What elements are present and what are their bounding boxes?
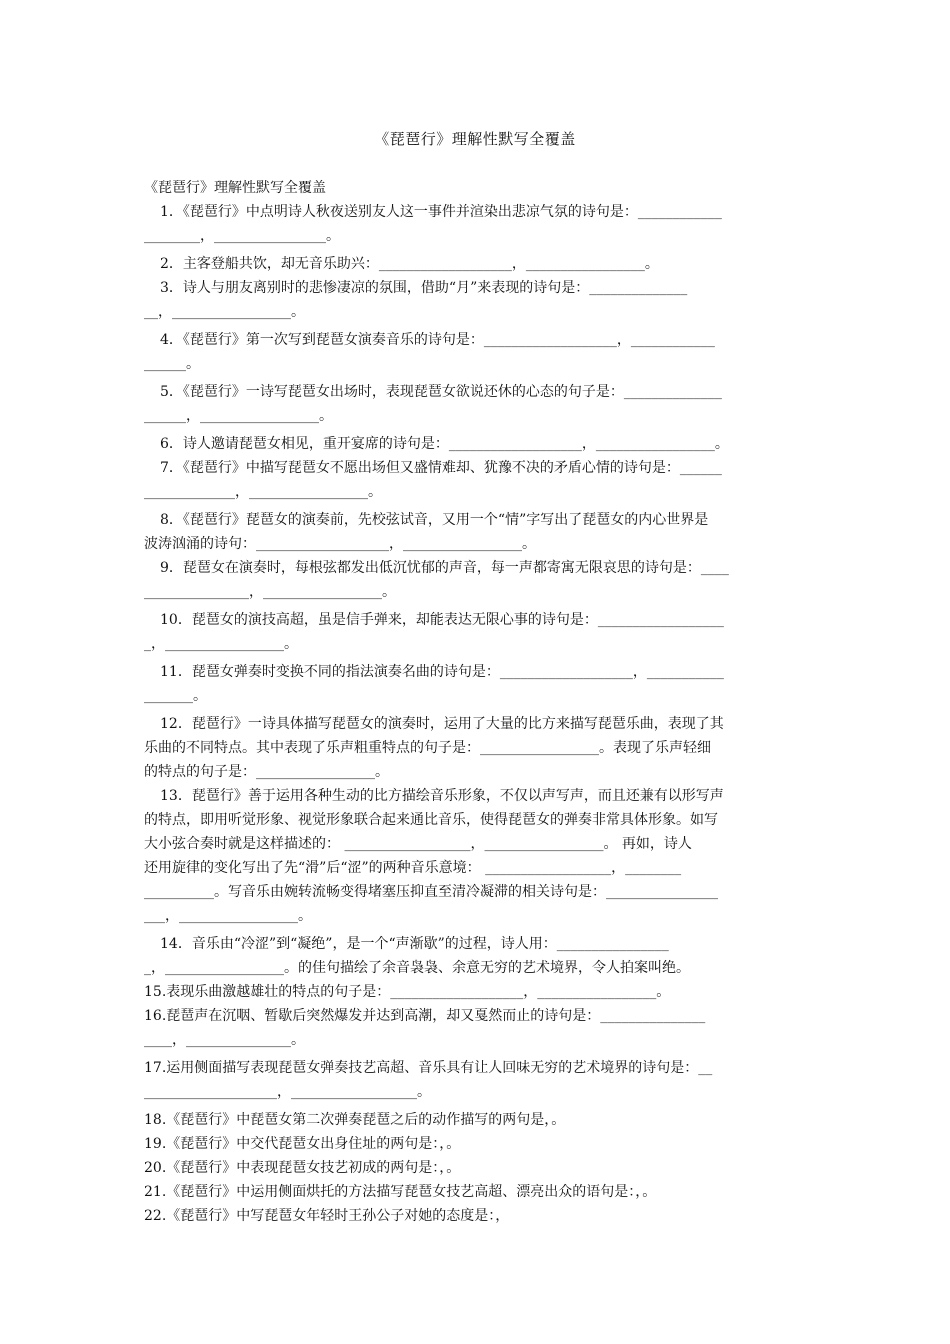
document-body [144,176,808,1228]
text-line: 16.琵琶声在沉咽、暂歇后突然爆发并达到高潮，却又戛然而止的诗句是：_______________ [144,1008,706,1024]
text-line: _，_________________。 [144,636,298,652]
text-line: 6．诗人邀请琵琶女相见，重开宴席的诗句是：___________________，_________________。 [160,436,729,452]
text-line: 1．《琵琶行》中点明诗人秋夜送别友人这一事件并渲染出悲凉气氛的诗句是：____________ [160,204,722,220]
text-line: 大小弦合奏时就是这样描述的： __________________，_________________。 再如，诗人 [144,836,692,852]
text-line: 11．琵琶女弹奏时变换不同的指法演奏名曲的诗句是：___________________，___________ [160,664,724,680]
text-line: 22.《琵琶行》中写琵琶女年轻时王孙公子对她的态度是：， [144,1208,510,1224]
text-line: _______________，_________________。 [144,584,396,600]
text-line: 9．琵琶女在演奏时，每根弦都发出低沉忧郁的声音，每一声都寄寓无限哀思的诗句是：____ [160,560,729,576]
text-line: 的特点，即用听觉形象、视觉形象联合起来通比音乐，使得琵琶女的弹奏非常具体形象。如写 [144,812,718,828]
text-line: __，_________________。 [144,304,305,320]
text-line: 13．琵琶行》善于运用各种生动的比方描绘音乐形象，不仅以声写声，而且还兼有以形写声 [160,788,724,804]
text-line: __________。写音乐由婉转流畅变得堵塞压抑直至清冷凝滞的相关诗句是：________________ [144,884,718,900]
text-line: ___________________，__________________。 [144,1084,431,1100]
text-line: ______，_________________。 [144,408,333,424]
text-line: ____，_______________。 [144,1032,305,1048]
text-line: 的特点的句子是：_________________。 [144,764,389,780]
text-line: 21.《琵琶行》中运用侧面烘托的方法描写琵琶女技艺高超、漂亮出众的语句是：，。 [144,1184,657,1200]
text-line: _______。 [144,688,207,704]
text-line: 波涛汹涌的诗句：___________________，_________________。 [144,536,536,552]
text-line: 5．《琵琶行》一诗写琵琶女出场时，表现琵琶女欲说还休的心态的句子是：______________ [160,384,722,400]
text-line: 乐曲的不同特点。其中表现了乐声粗重特点的句子是：_________________。表现了乐声轻细 [144,740,711,756]
text-line: ______。 [144,356,200,372]
text-line: 14．音乐由“冷涩”到“凝绝”，是一个“声渐歇”的过程，诗人用：________________ [160,936,669,952]
text-line: 15.表现乐曲激越雄壮的特点的句子是：___________________，_________________。 [144,984,671,1000]
text-line: 还用旋律的变化写出了先“滑”后“涩”的两种音乐意境： __________________，________ [144,860,682,876]
text-line: _，_________________。的佳句描绘了余音袅袅、余意无穷的艺术境界，令人拍案叫绝。 [144,960,690,976]
document-subtitle: 《琵琶行》理解性默写全覆盖 [144,180,326,196]
text-line: 8．《琵琶行》琵琶女的演奏前，先校弦试音，又用一个“情”字写出了琵琶女的内心世界是 [160,512,709,528]
text-line: 7．《琵琶行》中描写琵琶女不愿出场但又盛情难却、犹豫不决的矛盾心情的诗句是：______ [160,460,722,476]
text-line: 18.《琵琶行》中琵琶女第二次弹奏琵琶之后的动作描写的两句是，。 [144,1112,566,1128]
text-line: 3．诗人与朋友离别时的悲惨凄凉的氛围，借助“月”来表现的诗句是：______________ [160,280,688,296]
text-line: 19.《琵琶行》中交代琵琶女出身住址的两句是：，。 [144,1136,461,1152]
text-line: 12．琵琶行》一诗具体描写琵琶女的演奏时，运用了大量的比方来描写琵琶乐曲，表现了其 [160,716,724,732]
text-line: _____________，_________________。 [144,484,382,500]
text-line: 20.《琵琶行》中表现琵琶女技艺初成的两句是：，。 [144,1160,461,1176]
text-line: ___，_________________。 [144,908,312,924]
text-line: ________，________________。 [144,228,340,244]
text-line: 10．琵琶女的演技高超，虽是信手弹来，却能表达无限心事的诗句是：__________________ [160,612,724,628]
text-line: 4．《琵琶行》第一次写到琵琶女演奏音乐的诗句是：___________________，____________ [160,332,715,348]
document-title: 《琵琶行》理解性默写全覆盖 [374,130,576,148]
text-line: 17.运用侧面描写表现琵琶女弹奏技艺高超、音乐具有让人回味无穷的艺术境界的诗句是：__ [144,1060,713,1076]
text-line: 2．主客登船共饮，却无音乐助兴：___________________，_________________。 [160,256,659,272]
